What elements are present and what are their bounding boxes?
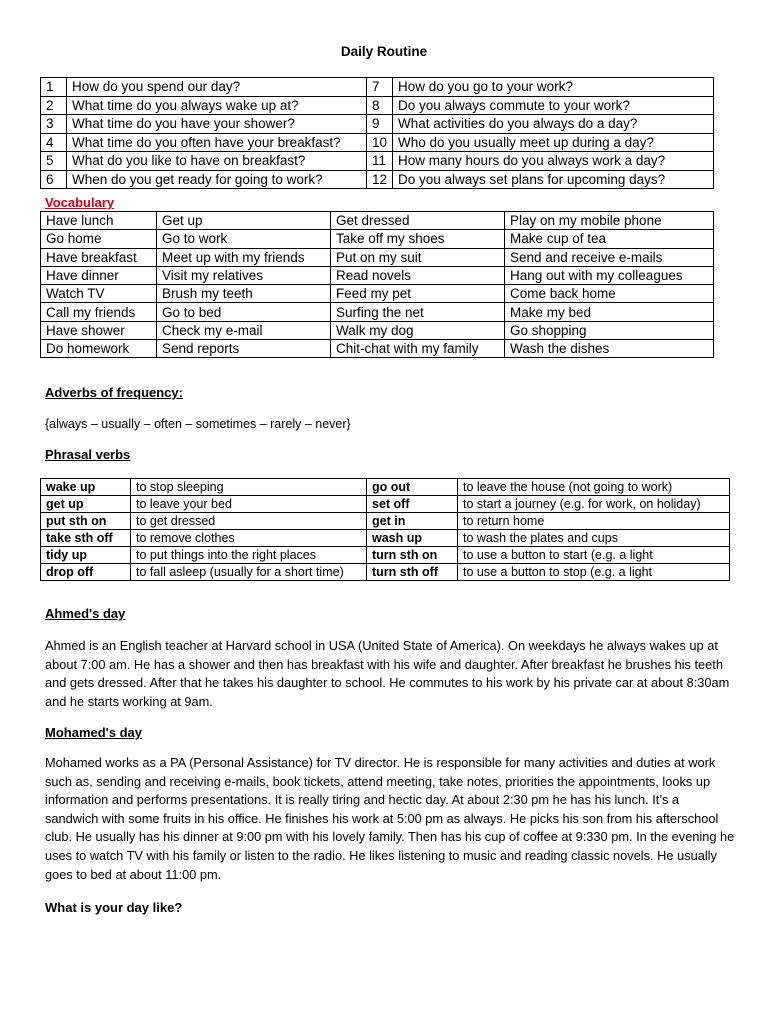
vocabulary-item: Have shower <box>41 321 157 339</box>
phrasal-verb: put sth on <box>41 513 131 530</box>
ahmed-paragraph: Ahmed is an English teacher at Harvard school in USA (United State of America). On weekdays he always wakes up at about 7:00 am. He has a shower and then has breakfast with his wife and daughter. After breakfast he brushes his teeth and gets dressed. After that he takes his daughter to school. He commutes to his work by his private car at about 8:30am and he starts working at 9am. <box>45 638 730 709</box>
phrasal-verb-definition: to get dressed <box>131 513 367 530</box>
vocabulary-item: Go home <box>41 230 157 248</box>
closing-question: What is your day like? <box>45 900 183 915</box>
vocabulary-item: Do homework <box>41 340 157 358</box>
vocabulary-item: Go to bed <box>157 303 331 321</box>
vocabulary-item: Get dressed <box>331 212 505 230</box>
phrasal-verb: take sth off <box>41 530 131 547</box>
phrasal-verb-row <box>41 496 730 513</box>
question-number: 6 <box>41 170 67 189</box>
vocabulary-row <box>41 321 714 339</box>
vocabulary-item: Take off my shoes <box>331 230 505 248</box>
phrasal-verb-definition: to put things into the right places <box>131 547 367 564</box>
question-number: 1 <box>41 78 67 97</box>
phrasal-verb: get up <box>41 496 131 513</box>
phrasal-verb-row <box>41 513 730 530</box>
phrasal-verb-definition: to return home <box>458 513 730 530</box>
question-text: What time do you often have your breakfast? <box>67 133 367 152</box>
vocabulary-item: Feed my pet <box>331 285 505 303</box>
vocabulary-item: Watch TV <box>41 285 157 303</box>
questions-table <box>40 77 714 189</box>
mohamed-heading: Mohamed's day <box>45 725 143 740</box>
phrasal-verb-definition: to fall asleep (usually for a short time) <box>131 564 367 581</box>
phrasal-verb-definition: to start a journey (e.g. for work, on holiday) <box>458 496 730 513</box>
vocabulary-item: Make cup of tea <box>505 230 714 248</box>
vocabulary-item: Go shopping <box>505 321 714 339</box>
vocabulary-row <box>41 212 714 230</box>
question-row <box>41 133 714 152</box>
mohamed-paragraph: Mohamed works as a PA (Personal Assistance) for TV director. He is responsible for many activities and duties at work such as, sending and receiving e-mails, book tickets, attend meeting, take notes, priorities the appointments, looks up information and performs presentations. It is really tiring and hectic day. At about 2:30 pm he has his lunch. It’s a sandwich with some fruits in his office. He finishes his work at 5:00 pm as always. He picks his son from his afterschool club. He usually has his dinner at 9:00 pm with his lovely family. Then has his cup of coffee at 9:330 pm. In the evening he uses to watch TV with his family or listen to the radio. He likes listening to music and reading classic novels. He usually goes to bed at about 11:00 pm. <box>45 755 735 882</box>
vocabulary-item: Go to work <box>157 230 331 248</box>
phrasal-verbs-table <box>40 478 730 581</box>
vocabulary-item: Call my friends <box>41 303 157 321</box>
page-title: Daily Routine <box>340 44 428 59</box>
adverbs-heading: Adverbs of frequency: <box>45 385 183 400</box>
vocabulary-item: Put on my suit <box>331 248 505 266</box>
vocabulary-item: Read novels <box>331 266 505 284</box>
vocabulary-row <box>41 230 714 248</box>
question-row <box>41 96 714 115</box>
question-number: 2 <box>41 96 67 115</box>
phrasal-verb: set off <box>367 496 458 513</box>
vocabulary-item: Visit my relatives <box>157 266 331 284</box>
phrasal-verb-row <box>41 547 730 564</box>
phrasal-verb: go out <box>367 479 458 496</box>
vocabulary-item: Send and receive e-mails <box>505 248 714 266</box>
vocabulary-item: Walk my dog <box>331 321 505 339</box>
vocabulary-item: Check my e-mail <box>157 321 331 339</box>
question-text: How do you spend our day? <box>67 78 367 97</box>
question-text: What time do you have your shower? <box>67 115 367 134</box>
question-text: Do you always set plans for upcoming days? <box>393 170 714 189</box>
phrasal-verb-row <box>41 530 730 547</box>
vocabulary-item: Have breakfast <box>41 248 157 266</box>
question-text: How do you go to your work? <box>393 78 714 97</box>
question-number: 11 <box>367 152 393 171</box>
phrasal-verb-row <box>41 479 730 496</box>
phrasal-verb-definition: to remove clothes <box>131 530 367 547</box>
phrasal-verb: wake up <box>41 479 131 496</box>
phrasal-verb-definition: to use a button to start (e.g. a light <box>458 547 730 564</box>
question-row <box>41 115 714 134</box>
phrasal-verb: tidy up <box>41 547 131 564</box>
vocabulary-item: Get up <box>157 212 331 230</box>
adverbs-list: {always – usually – often – sometimes – rarely – never} <box>45 417 351 431</box>
vocabulary-item: Play on my mobile phone <box>505 212 714 230</box>
question-row <box>41 152 714 171</box>
question-number: 7 <box>367 78 393 97</box>
phrasal-verb-definition: to leave the house (not going to work) <box>458 479 730 496</box>
ahmed-heading: Ahmed's day <box>45 606 126 621</box>
vocabulary-row <box>41 285 714 303</box>
question-text: Do you always commute to your work? <box>393 96 714 115</box>
question-row <box>41 78 714 97</box>
question-text: What activities do you always do a day? <box>393 115 714 134</box>
question-number: 3 <box>41 115 67 134</box>
question-number: 9 <box>367 115 393 134</box>
vocabulary-row <box>41 303 714 321</box>
vocabulary-item: Make my bed <box>505 303 714 321</box>
vocabulary-item: Have lunch <box>41 212 157 230</box>
question-number: 12 <box>367 170 393 189</box>
question-text: Who do you usually meet up during a day? <box>393 133 714 152</box>
vocabulary-table <box>40 211 714 358</box>
phrasal-verb-definition: to wash the plates and cups <box>458 530 730 547</box>
question-number: 5 <box>41 152 67 171</box>
vocabulary-row <box>41 248 714 266</box>
phrasal-verbs-heading: Phrasal verbs <box>45 447 131 462</box>
vocabulary-item: Hang out with my colleagues <box>505 266 714 284</box>
question-text: What time do you always wake up at? <box>67 96 367 115</box>
phrasal-verb: drop off <box>41 564 131 581</box>
phrasal-verb-row <box>41 564 730 581</box>
vocabulary-item: Meet up with my friends <box>157 248 331 266</box>
question-text: When do you get ready for going to work? <box>67 170 367 189</box>
vocabulary-item: Surfing the net <box>331 303 505 321</box>
vocabulary-row <box>41 266 714 284</box>
vocabulary-item: Have dinner <box>41 266 157 284</box>
vocabulary-item: Wash the dishes <box>505 340 714 358</box>
phrasal-verb-definition: to use a button to stop (e.g. a light <box>458 564 730 581</box>
vocabulary-item: Chit-chat with my family <box>331 340 505 358</box>
vocabulary-item: Come back home <box>505 285 714 303</box>
phrasal-verb: wash up <box>367 530 458 547</box>
question-number: 10 <box>367 133 393 152</box>
question-text: How many hours do you always work a day? <box>393 152 714 171</box>
question-row <box>41 170 714 189</box>
phrasal-verb: turn sth on <box>367 547 458 564</box>
vocabulary-row <box>41 340 714 358</box>
question-number: 8 <box>367 96 393 115</box>
phrasal-verb-definition: to stop sleeping <box>131 479 367 496</box>
vocabulary-heading: Vocabulary <box>45 195 115 210</box>
vocabulary-item: Brush my teeth <box>157 285 331 303</box>
phrasal-verb: turn sth off <box>367 564 458 581</box>
phrasal-verb: get in <box>367 513 458 530</box>
question-text: What do you like to have on breakfast? <box>67 152 367 171</box>
phrasal-verb-definition: to leave your bed <box>131 496 367 513</box>
question-number: 4 <box>41 133 67 152</box>
vocabulary-item: Send reports <box>157 340 331 358</box>
